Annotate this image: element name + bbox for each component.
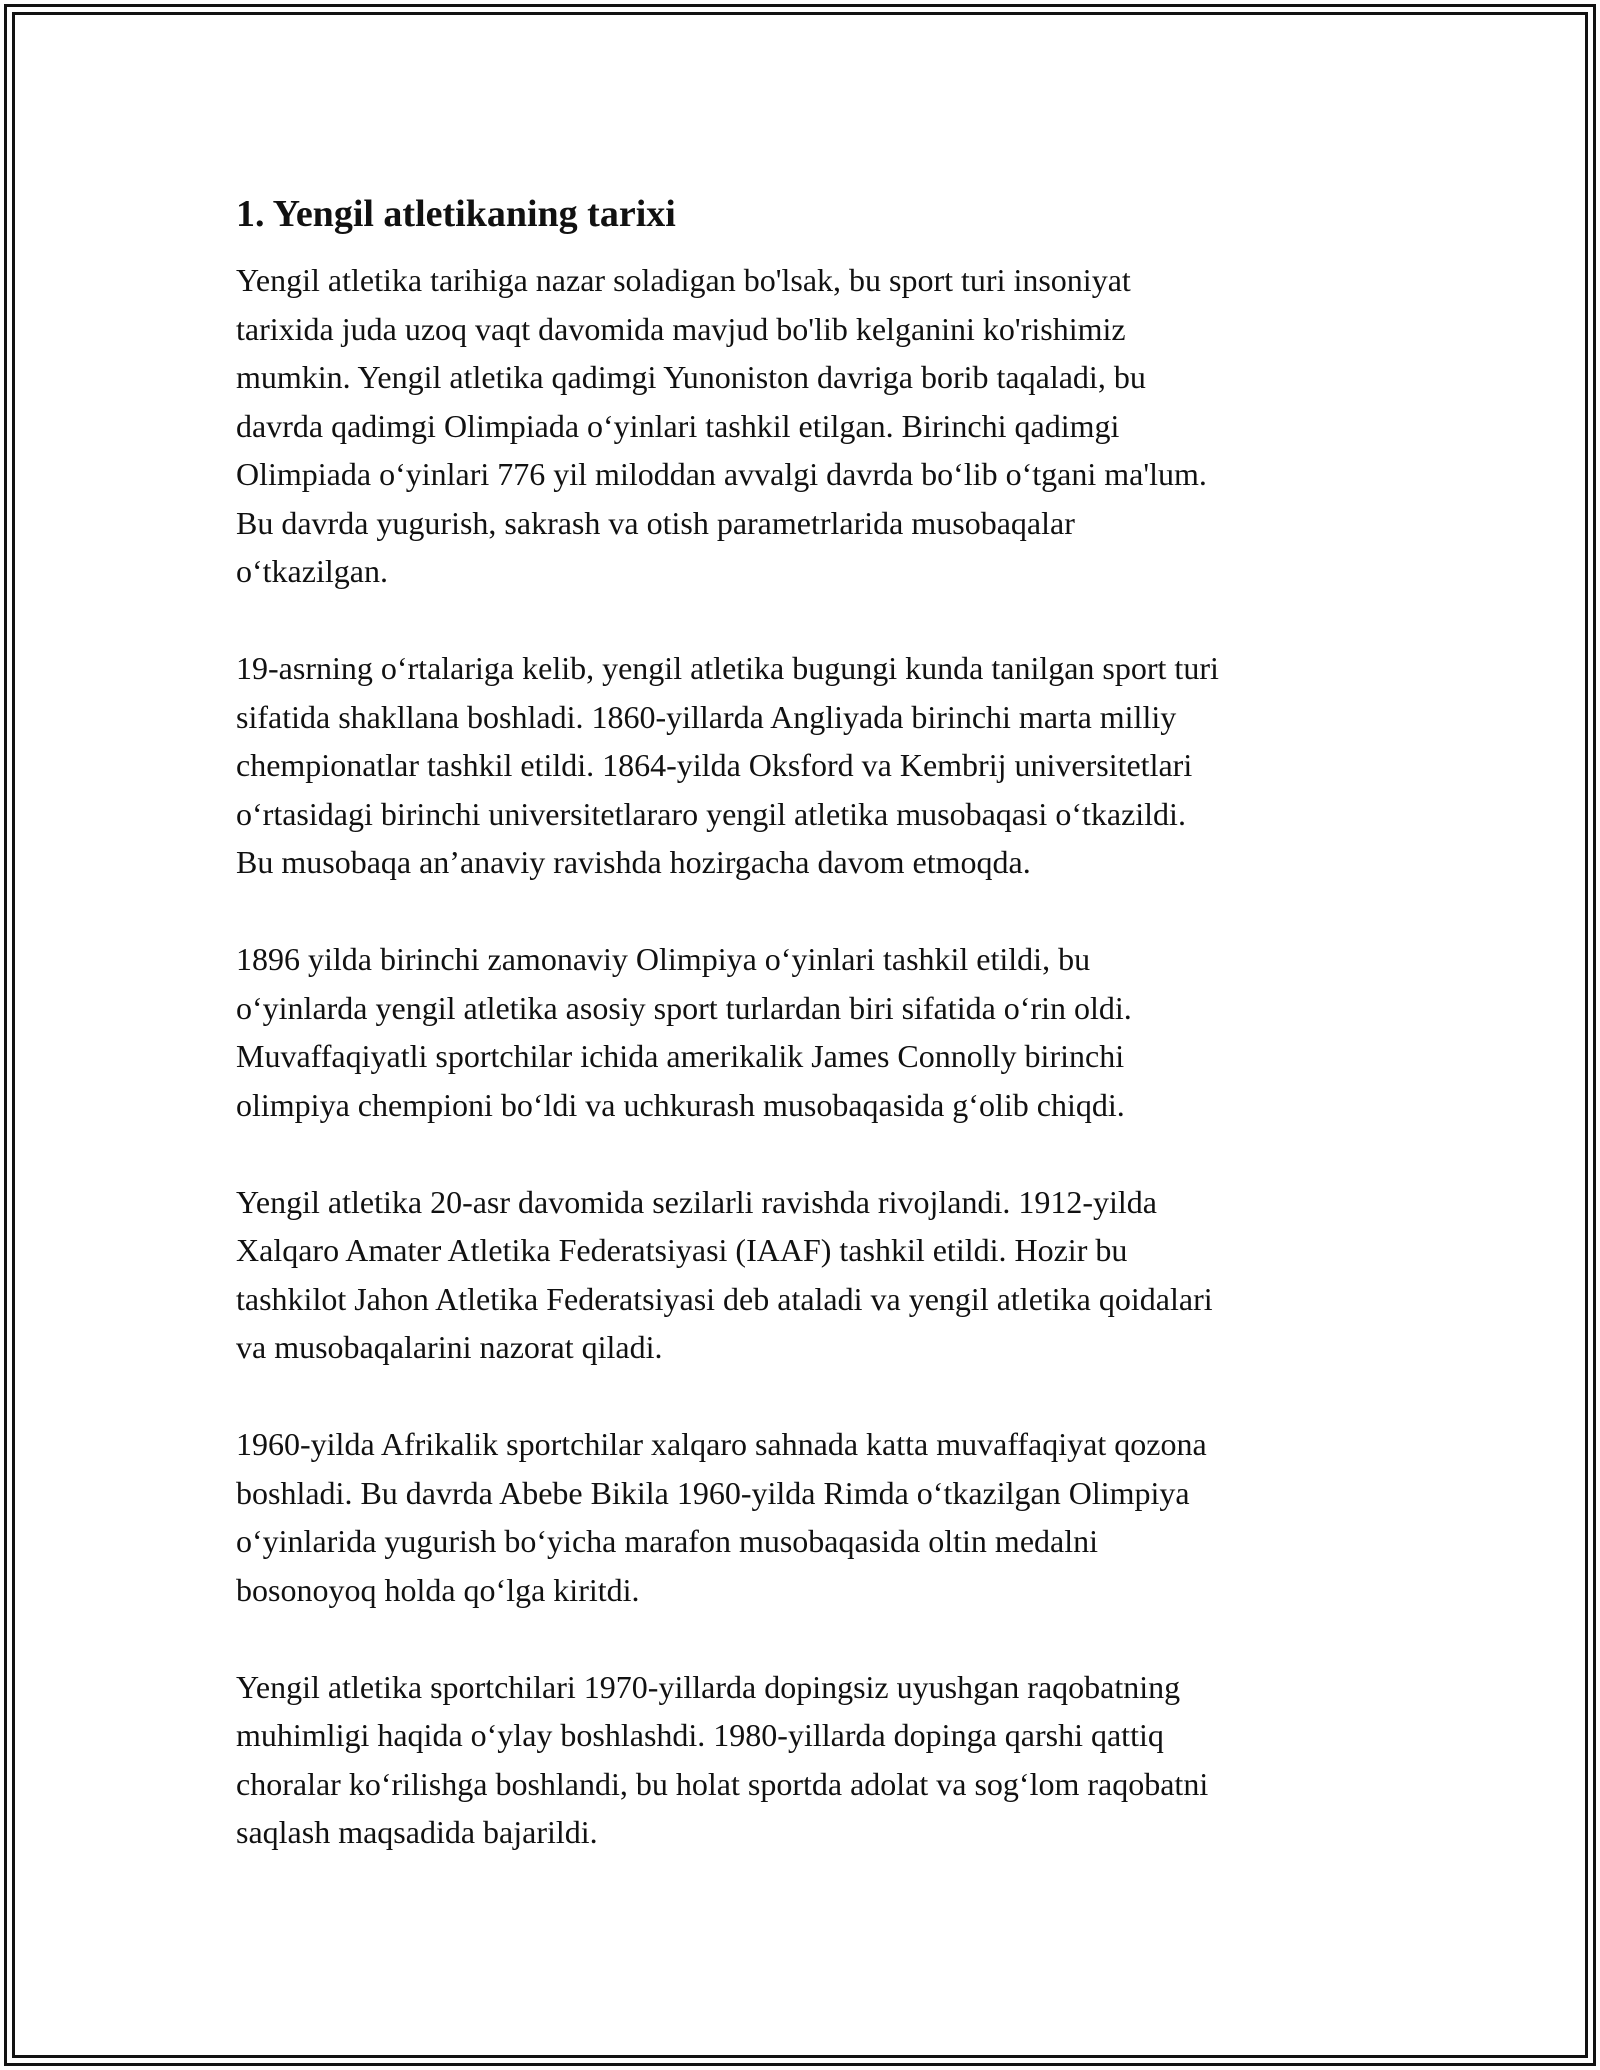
paragraph-line: Muvaffaqiyatli sportchilar ichida amerikalik James Connolly birinchi xyxy=(236,1038,1125,1074)
paragraph-line: o‘rtasidagi birinchi universitetlararo yengil atletika musobaqasi o‘tkazildi. xyxy=(236,795,1186,832)
paragraph-line: 1960-yilda Afrikalik sportchilar xalqaro sahnada katta muvaffaqiyat qozona xyxy=(236,1426,1207,1462)
section-heading: 1. Yengil atletikaning tarixi xyxy=(236,193,676,235)
paragraph-line: mumkin. Yengil atletika qadimgi Yunoniston davriga borib taqaladi, bu xyxy=(236,359,1146,395)
paragraph-line: Bu musobaqa an’anaviy ravishda hozirgacha davom etmoqda. xyxy=(236,844,1031,880)
paragraph-list xyxy=(236,256,1376,1857)
paragraph-line: choralar ko‘rilishga boshlandi, bu holat sportda adolat va sog‘lom raqobatni xyxy=(236,1765,1209,1802)
paragraph xyxy=(236,256,1376,596)
paragraph-line: olimpiya chempioni bo‘ldi va uchkurash musobaqasida g‘olib chiqdi. xyxy=(236,1086,1125,1123)
paragraph-line: o‘yinlarda yengil atletika asosiy sport turlardan biri sifatida o‘rin oldi. xyxy=(236,989,1132,1026)
paragraph-line: Yengil atletika sportchilari 1970-yillarda dopingsiz uyushgan raqobatning xyxy=(236,1668,1181,1705)
paragraph-line: o‘tkazilgan. xyxy=(236,553,388,589)
paragraph-line: tarixida juda uzoq vaqt davomida mavjud bo'lib kelganini ko'rishimiz xyxy=(236,310,1126,347)
paragraph-line: 19-asrning o‘rtalariga kelib, yengil atletika bugungi kunda tanilgan sport turi xyxy=(236,650,1219,686)
paragraph-line: Xalqaro Amater Atletika Federatsiyasi (IAAF) tashkil etildi. Hozir bu xyxy=(236,1232,1128,1268)
paragraph-line: boshladi. Bu davrda Abebe Bikila 1960-yilda Rimda o‘tkazilgan Olimpiya xyxy=(236,1474,1190,1511)
paragraph-line: sifatida shakllana boshladi. 1860-yillarda Angliyada birinchi marta milliy xyxy=(236,698,1177,735)
paragraph-line: chempionatlar tashkil etildi. 1864-yilda Oksford va Kembrij universitetlari xyxy=(236,747,1193,783)
paragraph-line: o‘yinlarida yugurish bo‘yicha marafon musobaqasida oltin medalni xyxy=(236,1523,1098,1559)
paragraph xyxy=(236,935,1376,1129)
document-body xyxy=(236,184,1376,1905)
paragraph-line: va musobaqalarini nazorat qiladi. xyxy=(236,1329,663,1365)
paragraph-line: muhimligi haqida o‘ylay boshlashdi. 1980-yillarda dopinga qarshi qattiq xyxy=(236,1717,1164,1753)
paragraph-line: davrda qadimgi Olimpiada o‘yinlari tashkil etilgan. Birinchi qadimgi xyxy=(236,407,1120,444)
paragraph-line: Yengil atletika 20-asr davomida sezilarli ravishda rivojlandi. 1912-yilda xyxy=(236,1183,1157,1220)
paragraph-line: saqlash maqsadida bajarildi. xyxy=(236,1814,598,1850)
paragraph-line: bosonoyoq holda qo‘lga kiritdi. xyxy=(236,1571,640,1608)
paragraph xyxy=(236,1663,1376,1857)
paragraph-line: tashkilot Jahon Atletika Federatsiyasi deb ataladi va yengil atletika qoidalari xyxy=(236,1280,1213,1317)
paragraph xyxy=(236,1178,1376,1372)
paragraph-line: Bu davrda yugurish, sakrash va otish parametrlarida musobaqalar xyxy=(236,504,1075,541)
paragraph xyxy=(236,1420,1376,1614)
paragraph-line: Olimpiada o‘yinlari 776 yil miloddan avvalgi davrda bo‘lib o‘tgani ma'lum. xyxy=(236,456,1207,492)
paragraph xyxy=(236,644,1376,887)
paragraph-line: 1896 yilda birinchi zamonaviy Olimpiya o‘yinlari tashkil etildi, bu xyxy=(236,941,1091,977)
paragraph-line: Yengil atletika tarihiga nazar soladigan bo'lsak, bu sport turi insoniyat xyxy=(236,262,1131,298)
